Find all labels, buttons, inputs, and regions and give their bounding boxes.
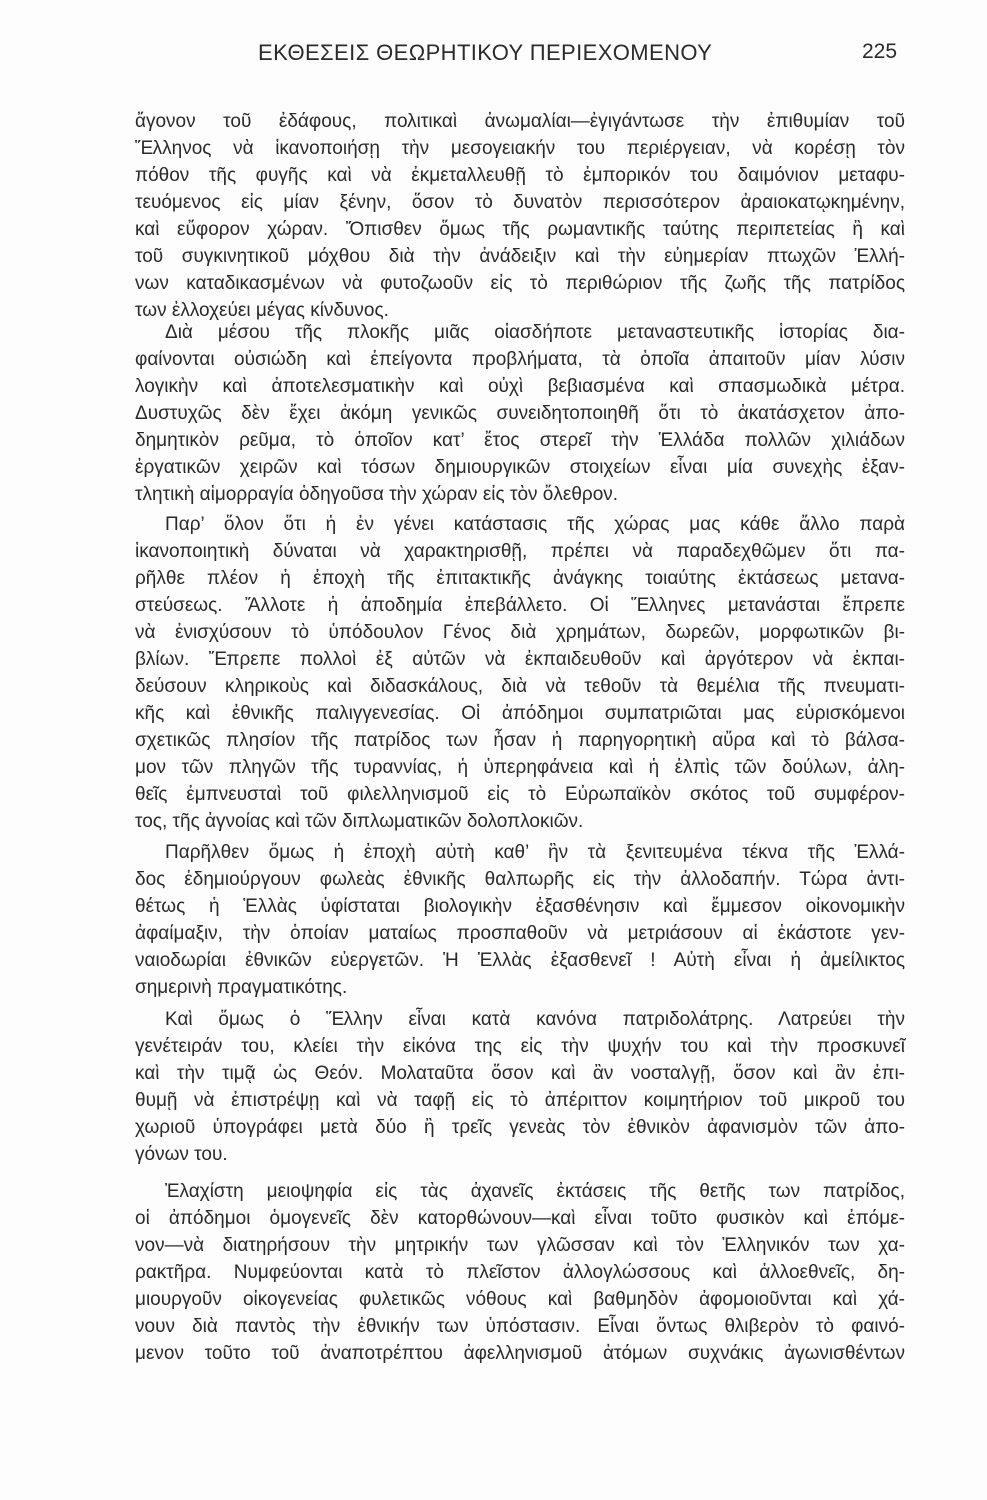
- text-line: θέτως ἡ Ἑλλὰς ὑφίσταται βιολογικὴν ἐξασθένησιν καὶ ἔμμεσον οἰκονομικὴν: [135, 896, 905, 917]
- text-line: ἱκανοποιητικὴ δύναται νὰ χαρακτηρισθῇ, πρέπει νὰ παραδεχθῶμεν ὅτι πα-: [135, 541, 905, 562]
- text-line: πόθον τῆς φυγῆς καὶ νὰ ἐκμεταλλευθῇ τὸ ἐμπορικόν του δαιμόνιον μεταφυ-: [135, 165, 905, 186]
- paragraph: [135, 1006, 905, 1168]
- paragraph: [135, 511, 905, 835]
- text-line: Παρῆλθεν ὅμως ἡ ἐποχὴ αὐτὴ καθ’ ἣν τὰ ξενιτευμένα τέκνα τῆς Ἑλλά-: [165, 842, 905, 863]
- text-line: των ἐλλοχεύει μέγας κίνδυνος.: [135, 300, 389, 321]
- text-line: μον τῶν πληγῶν τῆς τυραννίας, ἡ ὑπερηφάνεια καὶ ἡ ἐλπὶς τῶν δούλων, ἀλη-: [135, 757, 905, 778]
- text-line: νων καταδικασμένων νὰ φυτοζωοῦν εἰς τὸ περιθώριον τῆς ζωῆς τῆς πατρίδος: [135, 273, 905, 294]
- text-line: τοῦ συγκινητικοῦ μόχθου διὰ τὴν ἀνάδειξιν καὶ τὴν εὐημερίαν πτωχῶν Ἑλλή-: [135, 246, 905, 267]
- text-line: ἐργατικῶν χειρῶν καὶ τόσων δημιουργικῶν στοιχείων εἶναι μία συνεχὴς ἐξαν-: [135, 457, 905, 478]
- text-line: δεύσουν κληρικοὺς καὶ διδασκάλους, διὰ νὰ τεθοῦν τὰ θεμέλια τῆς πνευματι-: [135, 676, 905, 697]
- text-line: τευόμενος εἰς μίαν ξένην, ὅσον τὸ δυνατὸν περισσότερον ἀραιοκατῳκημένην,: [135, 192, 905, 213]
- text-line: δος ἐδημιούργουν φωλεὰς ἐθνικῆς θαλπωρῆς εἰς τὴν ἀλλοδαπήν. Τώρα ἀντι-: [135, 869, 905, 890]
- text-line: ρῆλθε πλέον ἡ ἐποχὴ τῆς ἐπιτακτικῆς ἀνάγκης τοιαύτης ἐκτάσεως μετανα-: [135, 568, 905, 589]
- text-line: Καὶ ὅμως ὁ Ἕλλην εἶναι κατὰ κανόνα πατριδολάτρης. Λατρεύει τὴν: [165, 1009, 905, 1030]
- text-line: θεῖς ἐμπνευσταὶ τοῦ φιλελληνισμοῦ εἰς τὸ Εὐρωπαϊκὸν σκότος τοῦ συμφέρον-: [135, 784, 905, 805]
- paragraph: [135, 108, 905, 324]
- page-number: 225: [862, 40, 898, 63]
- paragraph: [135, 839, 905, 1001]
- text-line: χωριοῦ ὑπογράφει μετὰ δύο ἢ τρεῖς γενεὰς τὸν ἐθνικὸν ἀφανισμὸν τῶν ἀπο-: [135, 1117, 905, 1138]
- text-line: Δυστυχῶς δὲν ἔχει ἀκόμη γενικῶς συνειδητοποιηθῆ ὅτι τὸ ἀκατάσχετον ἀπο-: [135, 403, 905, 424]
- text-line: Ἕλληνος νὰ ἱκανοποιήσῃ τὴν μεσογειακήν του περιέργειαν, νὰ κορέσῃ τὸν: [135, 138, 905, 159]
- text-line: σχετικῶς πλησίον τῆς πατρίδος των ἦσαν ἡ παρηγορητικὴ αὔρα καὶ τὸ βάλσα-: [135, 730, 905, 751]
- text-line: μιουργοῦν οἰκογενείας φυλετικῶς νόθους καὶ βαθμηδὸν ἀφομοιοῦνται καὶ χά-: [135, 1289, 905, 1310]
- text-line: στεύσεως. Ἄλλοτε ἡ ἀποδημία ἐπεβάλλετο. Οἱ Ἕλληνες μετανάσται ἔπρεπε: [135, 595, 905, 616]
- text-line: γενέτειράν του, κλείει τὴν εἰκόνα της εἰς τὴν ψυχήν του καὶ τὴν προσκυνεῖ: [135, 1036, 905, 1057]
- text-line: Ἐλαχίστη μειοψηφία εἰς τὰς ἀχανεῖς ἐκτάσεις τῆς θετῆς των πατρίδος,: [165, 1181, 905, 1202]
- text-line: νουν διὰ παντὸς τὴν ἐθνικήν των ὑπόστασιν. Εἶναι ὄντως θλιβερὸν τὸ φαινό-: [135, 1316, 905, 1337]
- text-line: ναιοδωρίαι ἐθνικῶν εὐεργετῶν. Ἡ Ἑλλὰς ἐξασθενεῖ ! Αὐτὴ εἶναι ἡ ἀμείλικτος: [135, 950, 905, 971]
- text-line: λογικὴν καὶ ἀποτελεσματικὴν καὶ οὐχὶ βεβιασμένα καὶ σπασμωδικὰ μέτρα.: [135, 376, 905, 397]
- text-line: φαίνονται οὐσιώδη καὶ ἐπείγοντα προβλήματα, τὰ ὁποῖα ἀπαιτοῦν μίαν λύσιν: [135, 349, 905, 370]
- text-line: τλητικὴ αἱμορραγία ὁδηγοῦσα τὴν χώραν εἰς τὸν ὄλεθρον.: [135, 484, 619, 505]
- text-line: τος, τῆς ἀγνοίας καὶ τῶν διπλωματικῶν δολοπλοκιῶν.: [135, 811, 584, 832]
- text-line: νὰ ἐνισχύσουν τὸ ὑπόδουλον Γένος διὰ χρημάτων, δωρεῶν, μορφωτικῶν βι-: [135, 622, 905, 643]
- text-line: ἄγονον τοῦ ἐδάφους, πολιτικαὶ ἀνωμαλίαι—ἐγιγάντωσε τὴν ἐπιθυμίαν τοῦ: [135, 111, 905, 132]
- text-line: καὶ εὔφορον χώραν. Ὄπισθεν ὅμως τῆς ρωμαντικῆς ταύτης περιπετείας ἢ καὶ: [135, 219, 905, 240]
- text-line: Διὰ μέσου τῆς πλοκῆς μιᾶς οἱασδήποτε μεταναστευτικῆς ἱστορίας δια-: [165, 322, 905, 343]
- text-line: μενον τοῦτο τοῦ ἀναποτρέπτου ἀφελληνισμοῦ ἀτόμων συχνάκις ἀγωνισθέντων: [135, 1343, 905, 1364]
- running-head: [0, 40, 987, 72]
- text-line: νον—νὰ διατηρήσουν τὴν μητρικήν των γλῶσσαν καὶ τὸν Ἑλληνικόν των χα-: [135, 1235, 905, 1256]
- text-line: δημητικὸν ρεῦμα, τὸ ὁποῖον κατ’ ἔτος στερεῖ τὴν Ἑλλάδα πολλῶν χιλιάδων: [135, 430, 905, 451]
- text-line: θυμῇ νὰ ἐπιστρέψῃ καὶ νὰ ταφῇ εἰς τὸ ἀπέριττον κοιμητήριον τοῦ μικροῦ του: [135, 1090, 905, 1111]
- paragraph: [135, 1178, 905, 1367]
- text-line: βλίων. Ἔπρεπε πολλοὶ ἐξ αὐτῶν νὰ ἐκπαιδευθοῦν καὶ ἀργότερον νὰ ἐκπαι-: [135, 649, 905, 670]
- text-line: κῆς καὶ ἐθνικῆς παλιγγενεσίας. Οἱ ἀπόδημοι συμπατριῶται μας εὑρισκόμενοι: [135, 703, 905, 724]
- text-line: ρακτῆρα. Νυμφεύονται κατὰ τὸ πλεῖστον ἀλλογλώσσους καὶ ἀλλοεθνεῖς, δη-: [135, 1262, 905, 1283]
- text-line: οἱ ἀπόδημοι ὁμογενεῖς δὲν κατορθώνουν—καὶ εἶναι τοῦτο φυσικὸν καὶ ἐπόμε-: [135, 1208, 905, 1229]
- text-line: σημερινὴ πραγματικότης.: [135, 977, 348, 998]
- text-line: καὶ τὴν τιμᾷ ὡς Θεόν. Μολαταῦτα ὅσον καὶ ἂν νοσταλγῇ, ὅσον καὶ ἂν ἐπι-: [135, 1063, 905, 1084]
- running-title: ΕΚΘΕΣΕΙΣ ΘΕΩΡΗΤΙΚΟΥ ΠΕΡΙΕΧΟΜΕΝΟΥ: [258, 40, 713, 65]
- text-line: γόνων του.: [135, 1144, 228, 1165]
- paragraph: [135, 319, 905, 508]
- text-line: Παρ’ ὅλον ὅτι ἡ ἐν γένει κατάστασις τῆς χώρας μας κάθε ἄλλο παρὰ: [165, 514, 905, 535]
- text-line: ἀφαίμαξιν, τὴν ὁποίαν ματαίως προσπαθοῦν νὰ μετριάσουν αἱ ἑκάστοτε γεν-: [135, 923, 905, 944]
